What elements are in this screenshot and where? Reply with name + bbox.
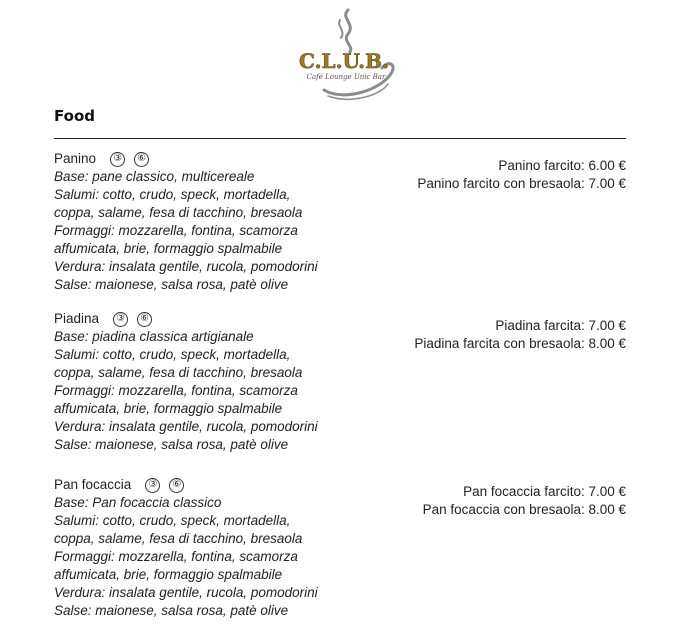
desc-line: Salumi: cotto, crudo, speck, mortadella, (54, 513, 291, 528)
logo-tagline: Café Lounge Unic Bar (306, 73, 386, 81)
menu-item-pan-focaccia (54, 476, 626, 620)
desc-line: Formaggi: mozzarella, fontina, scamorza (54, 549, 298, 564)
section-divider (54, 138, 626, 139)
desc-line: affumicata, brie, formaggio spalmabile (54, 401, 283, 416)
desc-line: Salse: maionese, salsa rosa, patè olive (54, 603, 289, 618)
allergen-badge: ③ (110, 152, 125, 167)
allergen-badge: ③ (113, 312, 128, 327)
item-description (54, 328, 374, 454)
desc-line: coppa, salame, fesa di tacchino, bresaola (54, 365, 303, 380)
desc-line: Salumi: cotto, crudo, speck, mortadella, (54, 347, 291, 362)
desc-line: Base: pane classico, multicereale (54, 169, 255, 184)
desc-line: affumicata, brie, formaggio spalmabile (54, 241, 283, 256)
item-prices (414, 317, 626, 353)
desc-line: Base: Pan focaccia classico (54, 495, 222, 510)
coffee-steam-logo-icon (284, 6, 406, 102)
desc-line: Base: piadina classica artigianale (54, 329, 254, 344)
logo-text: C.L.U.B. (299, 49, 389, 73)
price-line: Panino farcito: 6.00 € (498, 158, 626, 173)
allergen-badge: ③ (145, 478, 160, 493)
item-name: Pan focaccia (54, 477, 132, 492)
desc-line: coppa, salame, fesa di tacchino, bresaola (54, 531, 303, 546)
desc-line: Salse: maionese, salsa rosa, patè olive (54, 437, 289, 452)
price-line: Piadina farcita con bresaola: 8.00 € (414, 336, 626, 351)
desc-line: Verdura: insalata gentile, rucola, pomodorini (54, 419, 318, 434)
desc-line: Verdura: insalata gentile, rucola, pomodorini (54, 585, 318, 600)
desc-line: Salse: maionese, salsa rosa, patè olive (54, 277, 289, 292)
club-logo (284, 6, 406, 102)
item-name: Panino (54, 151, 97, 166)
item-prices (423, 483, 626, 519)
desc-line: affumicata, brie, formaggio spalmabile (54, 567, 283, 582)
desc-line: Verdura: insalata gentile, rucola, pomodorini (54, 259, 318, 274)
item-description (54, 168, 374, 294)
section-title: Food (54, 107, 95, 125)
desc-line: coppa, salame, fesa di tacchino, bresaola (54, 205, 303, 220)
desc-line: Salumi: cotto, crudo, speck, mortadella, (54, 187, 291, 202)
menu-item-panino (54, 150, 626, 294)
item-prices (417, 157, 626, 193)
price-line: Pan focaccia farcito: 7.00 € (463, 484, 626, 499)
item-name: Piadina (54, 311, 100, 326)
price-line: Panino farcito con bresaola: 7.00 € (417, 176, 626, 191)
desc-line: Formaggi: mozzarella, fontina, scamorza (54, 383, 298, 398)
desc-line: Formaggi: mozzarella, fontina, scamorza (54, 223, 298, 238)
price-line: Pan focaccia con bresaola: 8.00 € (422, 502, 626, 517)
menu-item-piadina (54, 310, 626, 454)
item-description (54, 494, 374, 620)
allergen-badge: ⑥ (137, 312, 152, 327)
allergen-badge: ⑥ (134, 152, 149, 167)
price-line: Piadina farcita: 7.00 € (495, 318, 626, 333)
allergen-badge: ⑥ (169, 478, 184, 493)
